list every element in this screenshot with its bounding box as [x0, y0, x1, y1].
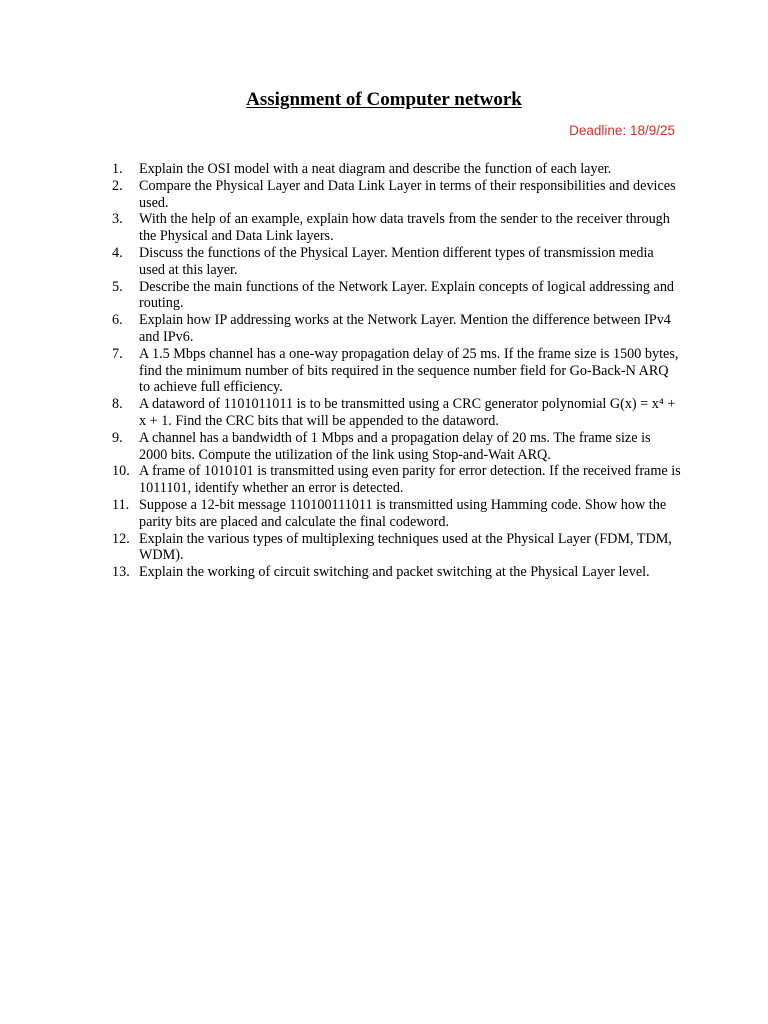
question-number: 7. — [112, 345, 123, 362]
question-number: 11. — [112, 496, 130, 513]
question-text: A frame of 1010101 is transmitted using even parity for error detection. If the received frame is 1011101, identify whether an error is detected. — [139, 463, 681, 497]
question-text: Compare the Physical Layer and Data Link Layer in terms of their responsibilities and devices used. — [139, 177, 676, 211]
question-number: 13. — [112, 564, 130, 581]
question-number: 5. — [112, 278, 123, 295]
question-item — [112, 346, 682, 396]
question-text: Discuss the functions of the Physical Layer. Mention different types of transmission media used at this layer. — [139, 244, 654, 278]
question-item — [112, 430, 682, 464]
deadline-label: Deadline: 18/9/25 — [569, 123, 675, 138]
question-item — [112, 245, 682, 279]
question-item — [112, 312, 682, 346]
question-number: 3. — [112, 211, 123, 228]
document-title-text: Assignment of Computer network — [246, 89, 522, 110]
question-text: With the help of an example, explain how data travels from the sender to the receiver through the Physical and Data Link layers. — [139, 211, 670, 245]
question-text: A 1.5 Mbps channel has a one-way propagation delay of 25 ms. If the frame size is 1500 bytes, find the minimum number of bits required in the sequence number field for Go-Back-N ARQ to achieve full efficiency. — [139, 345, 679, 396]
question-text: Explain the various types of multiplexing techniques used at the Physical Layer (FDM, TDM, WDM). — [139, 530, 672, 564]
question-text: Explain the working of circuit switching and packet switching at the Physical Layer level. — [139, 564, 650, 581]
question-item — [112, 463, 682, 497]
question-text: A dataword of 1101011011 is to be transmitted using a CRC generator polynomial G(x) = x⁴ + x + 1. Find the CRC bits that will be appended to the dataword. — [139, 396, 676, 429]
question-number: 6. — [112, 312, 123, 329]
question-number: 2. — [112, 177, 123, 194]
question-text: A channel has a bandwidth of 1 Mbps and a propagation delay of 20 ms. The frame size is 2000 bits. Compute the utilization of the link using Stop-and-Wait ARQ. — [139, 429, 651, 463]
question-item — [112, 396, 682, 430]
question-item — [112, 279, 682, 313]
question-text: Describe the main functions of the Network Layer. Explain concepts of logical addressing and routing. — [139, 278, 675, 312]
question-number: 1. — [112, 161, 123, 177]
question-number: 8. — [112, 396, 123, 413]
document-title — [0, 89, 768, 111]
question-item — [112, 211, 682, 245]
question-text: Suppose a 12-bit message 110100111011 is transmitted using Hamming code. Show how the parity bits are placed and calculate the final codeword. — [139, 496, 667, 530]
question-number: 4. — [112, 244, 123, 261]
question-item — [112, 497, 682, 531]
question-number: 12. — [112, 530, 130, 547]
question-item — [112, 178, 682, 212]
question-list — [112, 161, 682, 581]
question-item — [112, 161, 682, 178]
question-text: Explain the OSI model with a neat diagram and describe the function of each layer. — [139, 161, 612, 177]
question-number: 9. — [112, 429, 123, 446]
question-item — [112, 564, 682, 581]
question-item — [112, 531, 682, 565]
question-text: Explain how IP addressing works at the Network Layer. Mention the difference between IPv4 and IPv6. — [139, 312, 671, 345]
question-number: 10. — [112, 463, 130, 480]
